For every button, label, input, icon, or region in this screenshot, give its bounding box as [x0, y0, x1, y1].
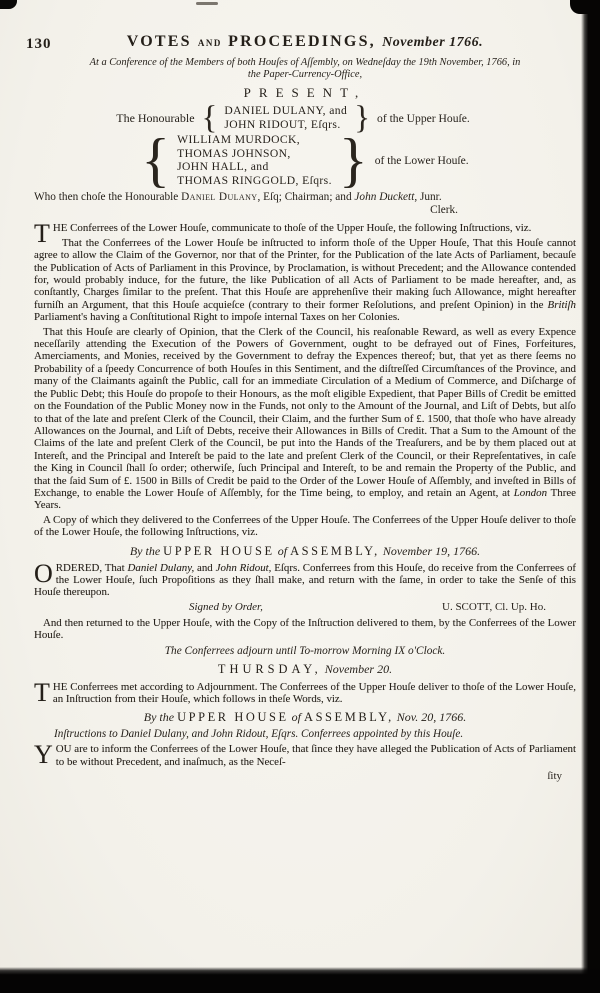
- heading-text: of: [288, 710, 305, 725]
- heading-caps: UPPER HOUSE: [177, 710, 289, 725]
- chairman-line-text: , Junr.: [414, 191, 442, 204]
- ordered-paragraph: [34, 558, 577, 599]
- emphasized-word: Britiſh: [547, 298, 576, 311]
- brace-close-icon: }: [354, 100, 371, 136]
- clerk-word: Clerk.: [430, 204, 458, 217]
- you-are-to-inform-paragraph: [34, 740, 576, 770]
- heading-date: Nov. 20, 1766.: [393, 710, 467, 725]
- scan-speck: [196, 2, 218, 5]
- instructions-intro-paragraph: [34, 219, 576, 249]
- day-name: THURSDAY,: [217, 661, 322, 676]
- title-votes: VOTES: [126, 33, 192, 50]
- lower-house-label: of the Lower Houſe.: [374, 153, 469, 167]
- paragraph-text: Three Years.: [34, 486, 576, 512]
- page-header: [26, 33, 576, 54]
- thursday-heading: [34, 662, 576, 677]
- paragraph-text: Eſqrs. Conferrees from this Houſe, do receive from the Conferrees of the Lower Houſe, ſuch Propoſitions as they ſhall make, and return with the ſame, in order to take the Senſe of this Houſe thereupon.: [34, 561, 577, 599]
- scan-border-bottom: [0, 967, 600, 993]
- drop-cap: T: [34, 219, 50, 249]
- heading-text: By the: [129, 543, 164, 558]
- scan-border-right: [581, 0, 600, 993]
- conference-caption-line2: the Paper-Currency-Office,: [247, 69, 363, 80]
- member-name: WILLIAM MURDOCK,: [177, 133, 301, 147]
- member-name: THOMAS JOHNSON,: [177, 146, 291, 160]
- upper-house-heading-nov19: [34, 544, 576, 559]
- heading-caps: ASSEMBLY,: [304, 710, 394, 725]
- heading-caps: UPPER HOUSE: [163, 543, 275, 558]
- page-number: 130: [26, 36, 52, 52]
- paragraph-text: RDERED, That: [55, 561, 128, 574]
- brace-open-icon: {: [141, 126, 171, 193]
- instructions-to-conferrees-line: Inſtructions to Daniel Dulany, and John Ridout, Eſqrs. Conferrees appointed by this Houſe.: [54, 728, 464, 741]
- chairman-line: [34, 191, 576, 204]
- member-name: THOMAS RINGGOLD, Eſqrs.: [177, 173, 332, 187]
- brace-open-icon: {: [201, 100, 218, 136]
- drop-cap: O: [34, 558, 53, 588]
- upper-house-members: [224, 104, 347, 131]
- scan-mark-top-left: [0, 0, 17, 9]
- paragraph-text: That this Houſe are clearly of Opinion, that the Clerk of the Council, his reaſonable Reward, as well as every Expence neceſſarily attending the Execution of the Powers of Government, ought to be defrayed out of Fines, Forfeitures, Amerciaments, and Monies, received by the Government to defray the Expences thereof; but, that yet as there ſeems no Probability of a ſpeedy Concurrence of both Houſes in this Sentiment, and the diſtreſſed Circumſtances of the Province, and many of the Claimants againſt the Public, call for an immediate Circulation of a Medium of Commerce, and Diſcharge of the Public Debt; this Houſe do propoſe to their Honours, as the moſt eligible Expedient, that Paper Bills of Credit be emitted on the Foundation of the Public Money now in the Funds, not only to the Amount of the Journal, and Liſt of Debts, but alſo to that of the late and preſent Clerk of the Council, their Claim, and the further Sum of £. 1500, that thoſe who have already Allowances on the Journal, and Liſt of Debts, receive their Allowances in Bills of Credit. That a Sum to the Amount of the Claims of the late and preſent Clerk of the Council, be put into the Hands of the Treaſurers, and be by them placed out at Intereſt, and the Principal and Intereſt be paid to the late and preſent Clerk of the Council, or their Repreſentatives, in caſe the King in Council ſhall ſo order; otherwiſe, ſuch Principal and Intereſt, to be and remain the Property of the Public, and that the ſaid Sum of £. 1500 in Bills of Credit be paid to the Order of the Lower Houſe of Aſſembly, and inveſted in Bills of Exchange, to enable the Lower Houſe of Aſſembly, for the Time being, to employ, and retain an Agent, at: [34, 325, 576, 499]
- drop-cap: Y: [34, 740, 53, 770]
- title-proceedings: PROCEEDINGS,: [228, 33, 376, 50]
- lower-house-instruction-paragraph-2: [34, 326, 576, 512]
- lower-house-instruction-paragraph-1: [34, 237, 576, 324]
- chairman-line-text: Who then choſe the Honourable: [34, 191, 182, 204]
- paragraph-text: Parliament's having a Conſtitutional Right to impoſe internal Taxes on her Colonies.: [34, 311, 400, 324]
- copy-delivered-paragraph: A Copy of which they delivered to the Conferrees of the Upper Houſe. The Conferrees of the Upper Houſe deliver to thoſe of the Lower Houſe, the following Inſtructions, viz.: [34, 513, 576, 539]
- conference-caption: [34, 57, 576, 81]
- adjournment-line: The Conferrees adjourn until To-morrow Morning IX o'Clock.: [164, 644, 446, 657]
- upper-house-label: of the Upper Houſe.: [377, 111, 470, 125]
- conferree-name: Daniel Dulany,: [127, 561, 195, 574]
- drop-cap: T: [34, 677, 50, 707]
- signed-by-order-label: Signed by Order,: [189, 600, 263, 613]
- title-date: November 1766.: [382, 35, 484, 50]
- chairman-name: Daniel Dulany: [181, 191, 258, 204]
- upper-house-heading-nov20: [34, 710, 576, 725]
- heading-text: of: [274, 543, 291, 558]
- chairman-line-text: , Eſq; Chairman; and: [257, 191, 355, 204]
- member-name: DANIEL DULANY, and: [224, 104, 348, 118]
- present-lower-house-row: [34, 126, 576, 193]
- paragraph-text: OU are to inform the Conferrees of the Lower Houſe, that ſince they have alleged the Publication of Acts of Parliament to be without Precedent, and inaſmuch, as the Neceſ-: [55, 743, 576, 768]
- paragraph-text: and: [194, 561, 216, 574]
- catchword: ſity: [547, 770, 562, 783]
- signature-row: [34, 601, 576, 614]
- lower-house-members: [177, 133, 332, 187]
- brace-close-icon: }: [338, 126, 368, 193]
- heading-text: By the: [143, 710, 178, 725]
- emphasized-word: London: [513, 486, 548, 499]
- present-heading: PRESENT,: [243, 85, 367, 100]
- title-and: and: [197, 35, 222, 49]
- paragraph-text: HE Conferrees of the Lower Houſe, communicate to thoſe of the Upper Houſe, the following Inſtructions, viz.: [52, 222, 532, 235]
- thursday-paragraph: [34, 677, 576, 707]
- honourable-prefix: The Honourable: [116, 110, 195, 125]
- page-content: [26, 33, 577, 783]
- conferree-name: John Ridout,: [215, 561, 272, 574]
- present-upper-house-row: [22, 100, 564, 136]
- heading-caps: ASSEMBLY,: [290, 543, 380, 558]
- returned-paragraph: And then returned to the Upper Houſe, with the Copy of the Inſtruction delivered to them, by the Conferrees of the Lower Houſe.: [34, 616, 576, 642]
- paragraph-text: That the Conferrees of the Lower Houſe be inſtructed to inform thoſe of the Upper Houſe, That this Houſe cannot agree to allow the Claim of the Governor, nor that of the Printer, for the Publication of the late Acts of Parliament, becauſe the Publication of Acts of Parliament in this Province, by Proclamation, is without Precedent; and the Allowance contended for, would probably induce, for the future, the like Publication of all Acts of Parliament to be made hereafter, and, as conſtantly, Charges ſimilar to the preſent. That this Houſe are apprehenſive their making ſuch Allowance, might hereafter furniſh an Argument, that this Houſe acquieſce (contrary to their former Reſolutions, and preſent Opinion) in the: [34, 236, 576, 311]
- clerk-signature: U. SCOTT, Cl. Up. Ho.: [442, 600, 546, 613]
- member-name: JOHN HALL, and: [177, 160, 269, 174]
- member-name: JOHN RIDOUT, Eſqrs.: [224, 118, 341, 132]
- day-date: November 20.: [324, 661, 393, 676]
- heading-date: November 19, 1766.: [379, 543, 481, 558]
- conference-caption-line1: At a Conference of the Members of both Houſes of Aſſembly, on Wedneſday the 19th November, 1766, in: [89, 57, 521, 68]
- clerk-name: John Duckett: [354, 191, 415, 204]
- page-title: [34, 33, 576, 51]
- paragraph-text: HE Conferrees met according to Adjournment. The Conferrees of the Upper Houſe deliver to thoſe of the Lower Houſe, an Inſtruction from their Houſe, which follows in theſe Words, viz.: [52, 680, 576, 706]
